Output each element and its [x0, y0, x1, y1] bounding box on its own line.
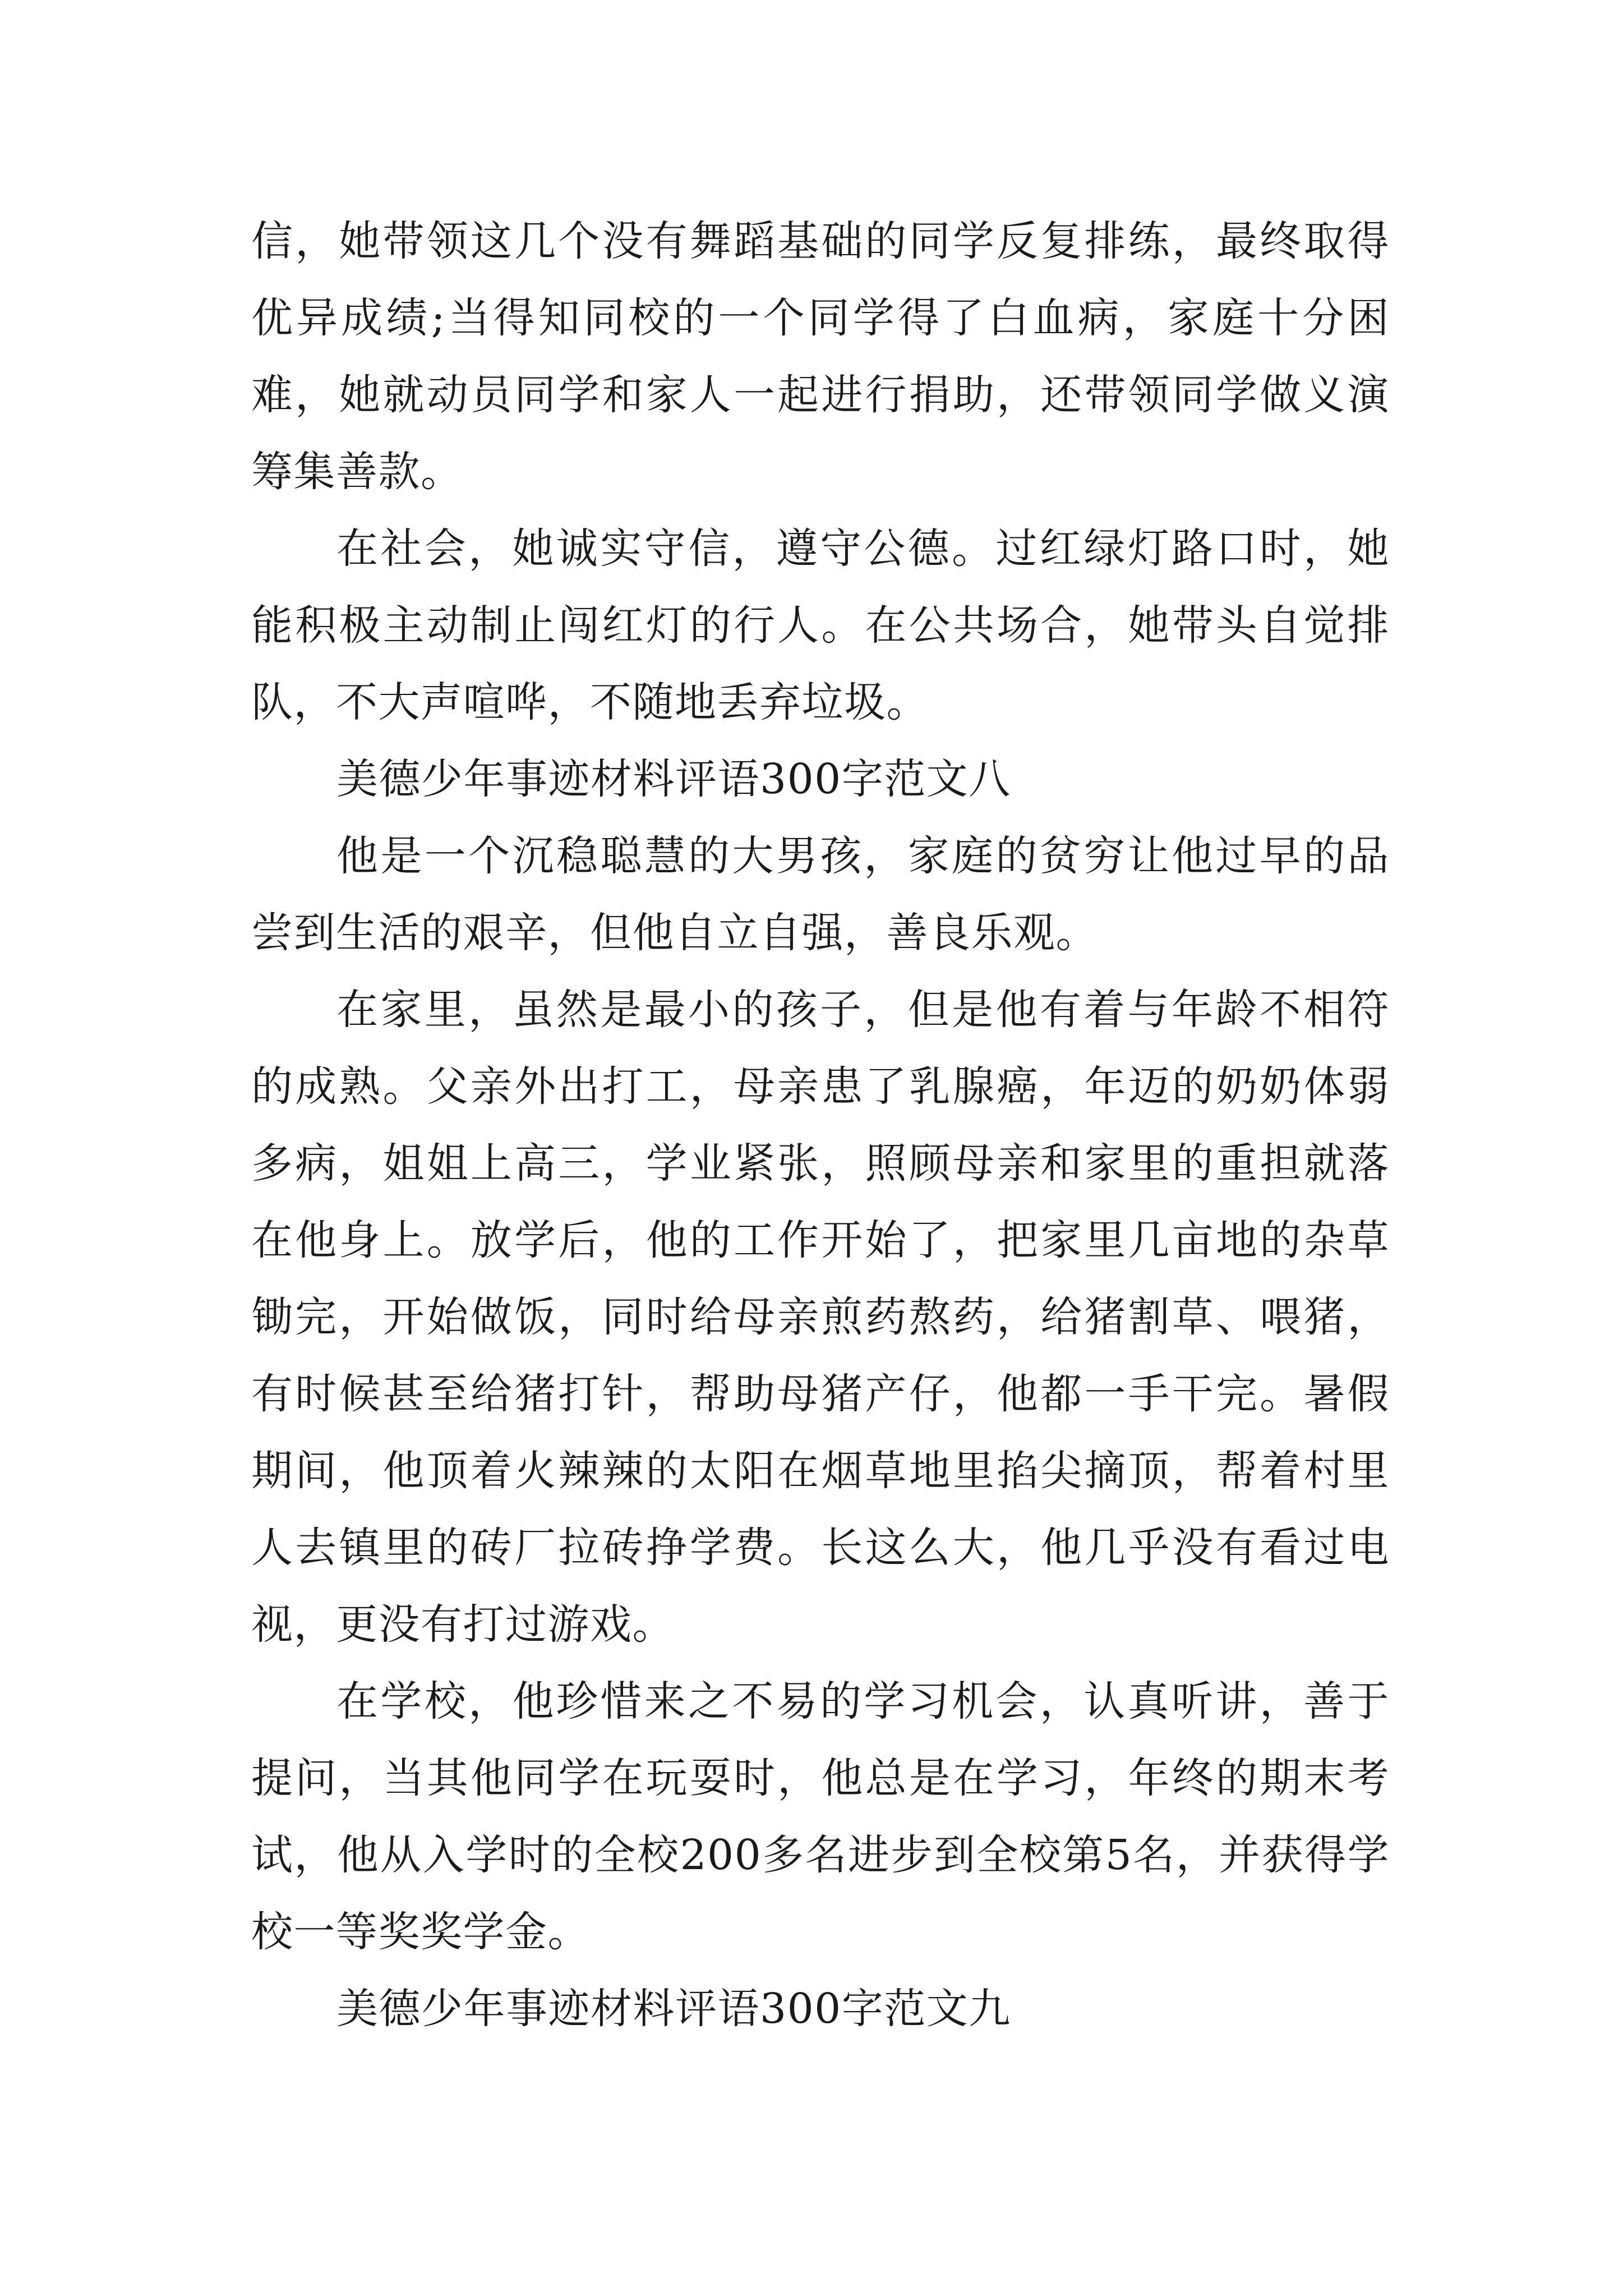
paragraph-intro: 他是一个沉稳聪慧的大男孩，家庭的贫穷让他过早的品尝到生活的艰辛，但他自立自强，善良乐观。 [251, 832, 1390, 957]
section-heading-eight: 美德少年事迹材料评语300字范文八 [336, 755, 1011, 803]
paragraph-continuation: 信，她带领这几个没有舞蹈基础的同学反复排练，最终取得优异成绩;当得知同校的一个同学得了白血病，家庭十分困难，她就动员同学和家人一起进行捐助，还带领同学做义演筹集善款。 [251, 217, 1390, 496]
paragraph-school: 在学校，他珍惜来之不易的学习机会，认真听讲，善于提问，当其他同学在玩耍时，他总是在学习，年终的期末考试，他从入学时的全校200多名进步到全校第5名，并获得学校一等奖奖学金。 [251, 1677, 1390, 1956]
paragraph-society: 在社会，她诚实守信，遵守公德。过红绿灯路口时，她能积极主动制止闯红灯的行人。在公共场合，她带头自觉排队，不大声喧哗，不随地丢弃垃圾。 [251, 524, 1390, 726]
document-body [251, 203, 1390, 2047]
paragraph-home: 在家里，虽然是最小的孩子，但是他有着与年龄不相符的成熟。父亲外出打工，母亲患了乳腺癌，年迈的奶奶体弱多病，姐姐上高三，学业紧张，照顾母亲和家里的重担就落在他身上。放学后，他的工作开始了，把家里几亩地的杂草锄完，开始做饭，同时给母亲煎药熬药，给猪割草、喂猪，有时候甚至给猪打针，帮助母猪产仔，他都一手干完。暑假期间，他顶着火辣辣的太阳在烟草地里掐尖摘顶，帮着村里人去镇里的砖厂拉砖挣学费。长这么大，他几乎没有看过电视，更没有打过游戏。 [251, 986, 1390, 1649]
section-heading-nine: 美德少年事迹材料评语300字范文九 [336, 1985, 1011, 2033]
